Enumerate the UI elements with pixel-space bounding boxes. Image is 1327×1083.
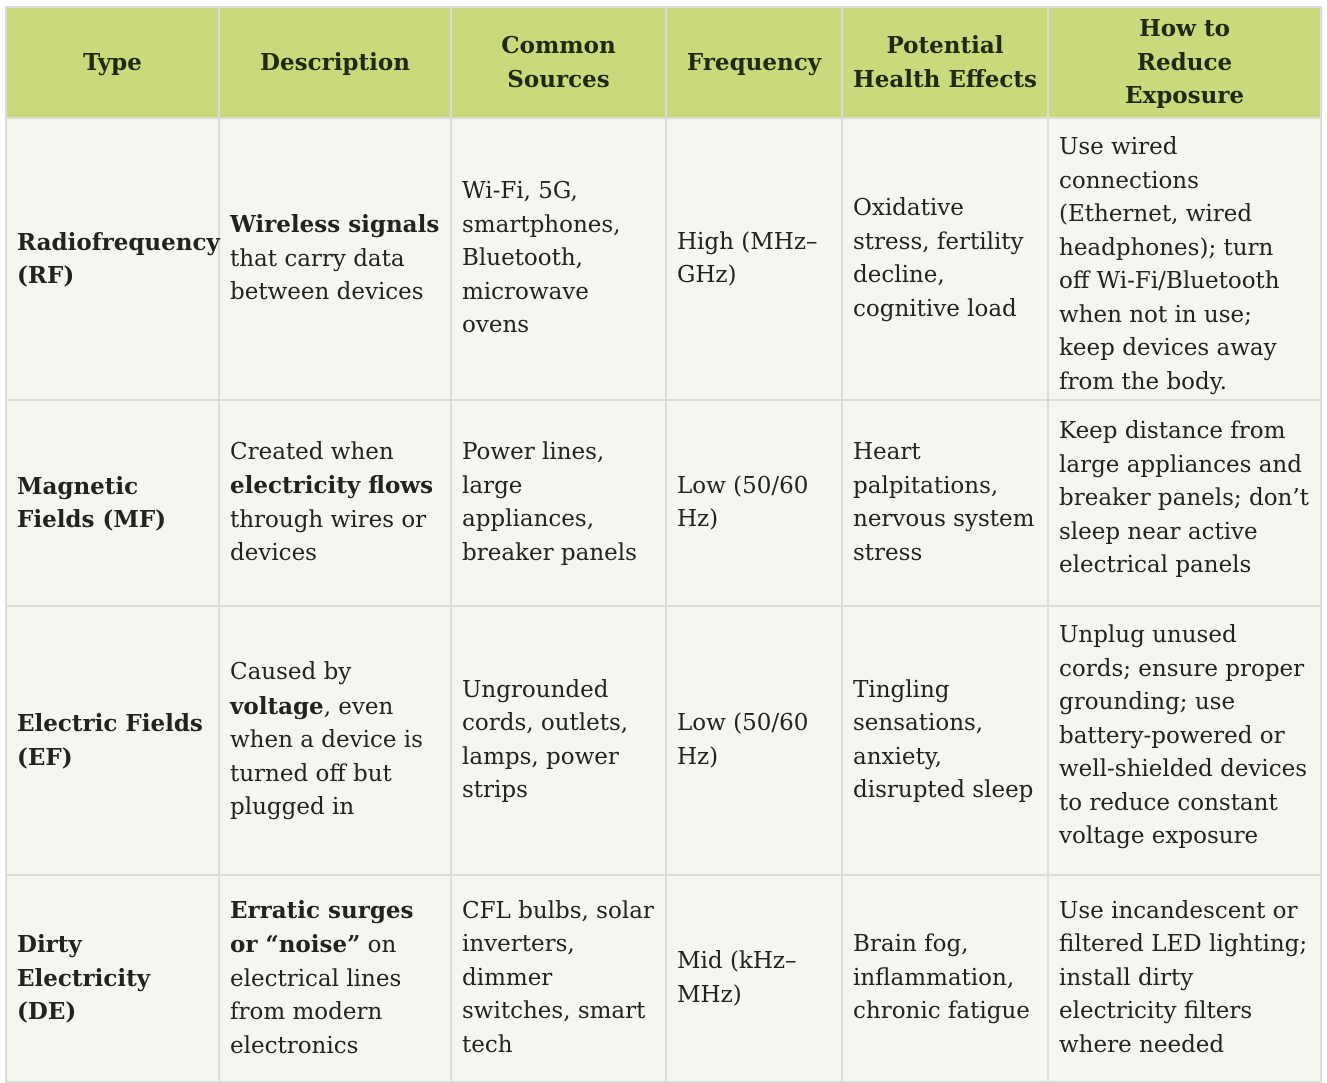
type-cell: Magnetic Fields (MF) [6,400,219,606]
description-text: that carry data between devices [230,245,424,306]
description-highlight: Erratic surges or “noise” [230,896,414,959]
header-reduce-exposure: How to Reduce Exposure [1048,7,1321,118]
health-effects-cell: Oxidative stress, fertility decline, cognitive load [842,118,1048,400]
reduce-exposure-cell: Use wired connections (Ethernet, wired headphones); turn off Wi-Fi/Bluetooth when not in use; keep devices away from the body. [1048,118,1321,400]
emf-types-table [5,6,1322,1083]
health-effects-cell: Brain fog, inflammation, chronic fatigue [842,875,1048,1082]
table-row [6,400,1321,606]
description-text: Caused by [230,659,352,686]
reduce-exposure-cell: Keep distance from large appliances and breaker panels; don’t sleep near active electrical panels [1048,400,1321,606]
table-row [6,118,1321,400]
sources-cell: Power lines, large appliances, breaker panels [451,400,666,606]
table-header-row [6,7,1321,118]
reduce-exposure-cell: Use incandescent or filtered LED lighting; install dirty electricity filters where needed [1048,875,1321,1082]
description-highlight: electricity flows [230,472,434,499]
header-common-sources: Common Sources [451,7,666,118]
sources-cell: Ungrounded cords, outlets, lamps, power strips [451,606,666,875]
header-type: Type [6,7,219,118]
description-highlight: voltage [230,692,324,720]
sources-cell: Wi-Fi, 5G, smartphones, Bluetooth, microwave ovens [451,118,666,400]
description-cell [219,118,451,400]
description-highlight: Wireless signals [230,211,440,239]
table-row [6,875,1321,1082]
type-cell: Dirty Electricity (DE) [6,875,219,1082]
header-description: Description [219,7,451,118]
description-cell [219,875,451,1082]
frequency-cell: Low (50/60 Hz) [666,400,842,606]
header-health-effects: Potential Health Effects [842,7,1048,118]
description-text: on electrical lines from modern electronics [230,932,402,1059]
health-effects-cell: Tingling sensations, anxiety, disrupted sleep [842,606,1048,875]
description-text: , even when a device is turned off but plugged in [230,693,423,821]
description-cell [219,606,451,875]
health-effects-cell: Heart palpitations, nervous system stress [842,400,1048,606]
sources-cell: CFL bulbs, solar inverters, dimmer switches, smart tech [451,875,666,1082]
reduce-exposure-cell: Unplug unused cords; ensure proper grounding; use battery-powered or well-shielded devices to reduce constant voltage exposure [1048,606,1321,875]
table-row [6,606,1321,875]
frequency-cell: Low (50/60 Hz) [666,606,842,875]
frequency-cell: High (MHz–GHz) [666,118,842,400]
header-frequency: Frequency [666,7,842,118]
description-text: through wires or devices [230,506,427,566]
emf-table-container [5,6,1320,1083]
frequency-cell: Mid (kHz–MHz) [666,875,842,1082]
description-cell [219,400,451,606]
type-cell: Radiofrequency (RF) [6,118,219,400]
description-text: Created when [230,438,394,465]
type-cell: Electric Fields (EF) [6,606,219,875]
